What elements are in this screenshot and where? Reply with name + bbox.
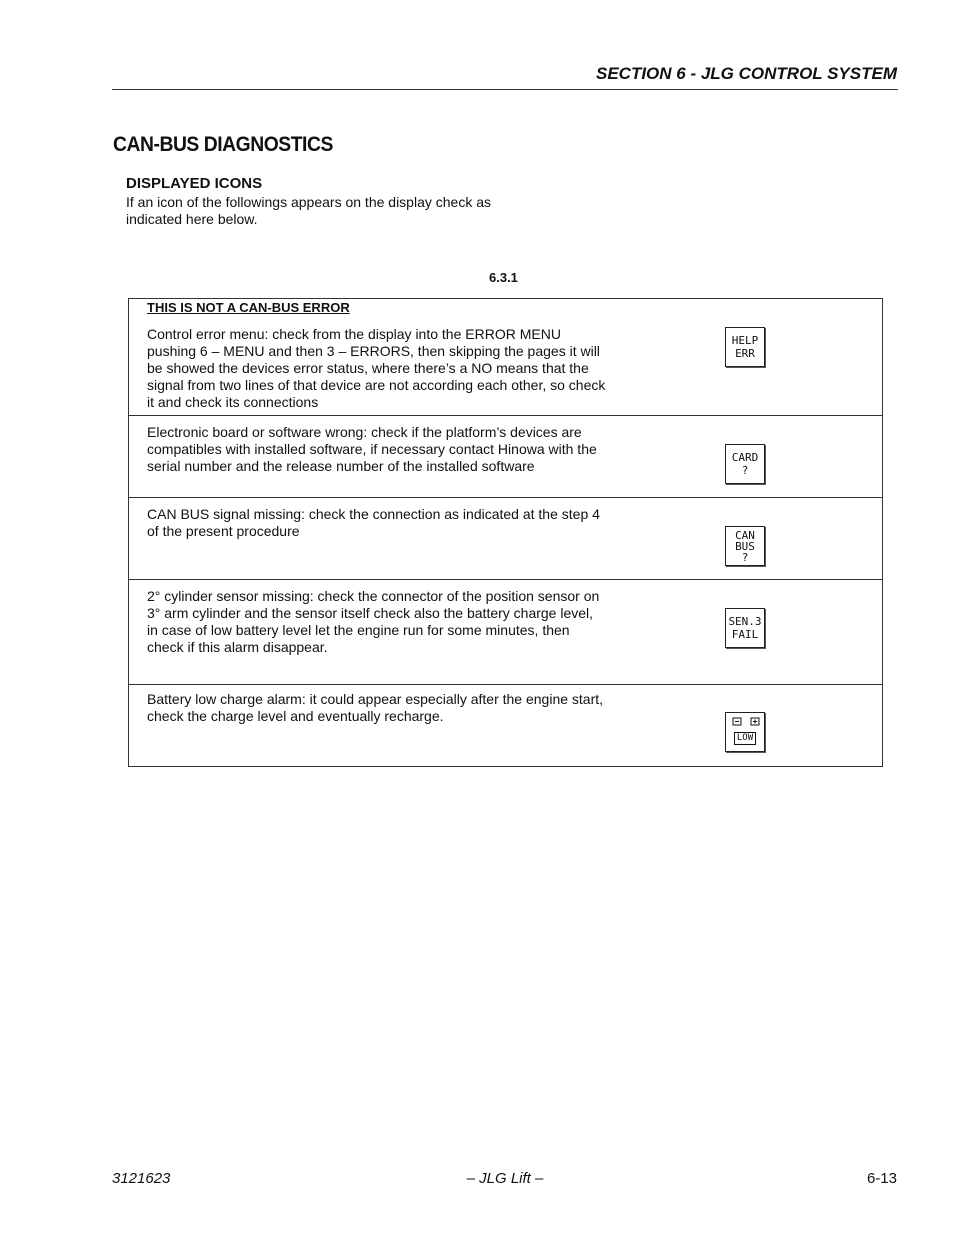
icon-line: HELP: [731, 334, 759, 347]
icon-line: CARD: [731, 451, 759, 464]
table-row: [129, 299, 882, 415]
icon-line: ERR: [735, 347, 755, 360]
row-heading: THIS IS NOT A CAN-BUS ERROR: [147, 300, 350, 315]
battery-low-icon: [725, 712, 765, 752]
icon-line: CAN: [735, 528, 755, 542]
icon-line: ?: [741, 550, 749, 564]
icon-line: LOW: [734, 732, 756, 745]
battery-terminals-icon: [731, 717, 761, 727]
page-title: CAN-BUS DIAGNOSTICS: [113, 133, 333, 156]
icon-line: FAIL: [731, 628, 759, 641]
intro-text: If an icon of the followings appears on the display check as indicated here below.: [126, 194, 491, 227]
icon-line: BUS: [735, 539, 755, 553]
icon-line: ?: [741, 464, 749, 477]
sen3-fail-icon: [725, 608, 765, 648]
row-text: Battery low charge alarm: it could appear especially after the engine start, check the charge level and eventually recharge.: [147, 691, 604, 724]
can-bus-question-icon: [725, 526, 765, 566]
table-row: [129, 579, 882, 684]
row-text: Control error menu: check from the display into the ERROR MENU pushing 6 – MENU and then 3 – ERRORS, then skipping the pages it will be showed the devices error status, where there’s a NO means that the signal from two lines of that device are not according each other, so check it and check its connections: [147, 326, 606, 410]
table-label: 6.3.1: [489, 270, 518, 285]
table-row: [129, 684, 882, 766]
help-err-icon: [725, 327, 765, 367]
row-description: [147, 299, 607, 411]
section-header: SECTION 6 - JLG CONTROL SYSTEM: [596, 64, 897, 83]
diagnostics-table: [128, 298, 883, 767]
doc-number: 3121623: [112, 1170, 171, 1187]
subsection-title: DISPLAYED ICONS: [126, 175, 263, 192]
table-row: [129, 415, 882, 497]
card-question-icon: [725, 444, 765, 484]
row-text: CAN BUS signal missing: check the connection as indicated at the step 4 of the present procedure: [147, 506, 600, 539]
footer-brand: – JLG Lift –: [466, 1170, 544, 1187]
page-number: 6-13: [866, 1170, 897, 1187]
row-text: Electronic board or software wrong: check if the platform’s devices are compatibles with installed software, if necessary contact Hinowa with the serial number and the release number of the installed software: [147, 424, 597, 474]
row-text: 2° cylinder sensor missing: check the connector of the position sensor on 3° arm cylinder and the sensor itself check also the battery charge level, in case of low battery level let the engine run for some minutes, then check if this alarm disappear.: [147, 588, 600, 655]
header-divider: [112, 89, 898, 90]
table-row: [129, 497, 882, 579]
icon-line: SEN.3: [728, 615, 762, 628]
